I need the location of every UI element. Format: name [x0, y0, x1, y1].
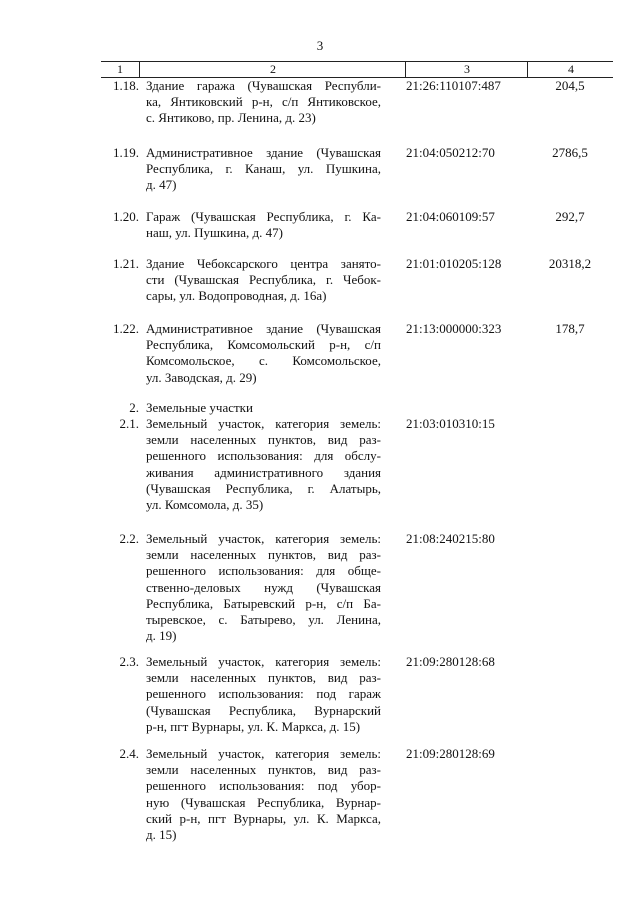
row-number: 1.22.	[113, 321, 139, 336]
header-col-3: 3	[405, 62, 528, 77]
header-col-2: 2	[139, 62, 406, 77]
description-line: решенного использования: для обще-	[146, 563, 381, 579]
description-line: Комсомольское, с. Комсомольское,	[146, 353, 381, 369]
row-description	[146, 531, 381, 644]
row-description	[146, 400, 381, 416]
row-description	[146, 321, 381, 386]
description-line: д. 15)	[146, 827, 177, 843]
area-value: 292,7	[555, 209, 585, 224]
description-line: Земельные участки	[146, 400, 253, 415]
row-number: 2.2.	[119, 531, 139, 546]
cadastral-number: 21:26:110107:487	[406, 78, 501, 93]
description-line: земли населенных пунктов, вид раз-	[146, 670, 381, 686]
description-line: Здание гаража (Чувашская Республи-	[146, 78, 381, 93]
cadastral-number: 21:09:280128:68	[406, 654, 495, 669]
description-line: решенного использования: под гараж	[146, 686, 381, 702]
row-number: 2.3.	[119, 654, 139, 669]
description-line: р-н, пгт Вурнары, ул. К. Маркса, д. 15)	[146, 718, 361, 734]
cadastral-number: 21:04:050212:70	[406, 145, 495, 160]
row-description	[146, 209, 381, 241]
description-line: земли населенных пунктов, вид раз-	[146, 432, 381, 448]
area-value: 204,5	[555, 78, 585, 93]
header-col-1: 1	[117, 62, 123, 76]
row-description	[146, 654, 381, 735]
row-number: 2.4.	[119, 746, 139, 761]
description-line: (Чувашская Республика, Вурнарский	[146, 702, 381, 718]
description-line: Республика, г. Канаш, ул. Пушкина,	[146, 161, 381, 177]
cadastral-number: 21:08:240215:80	[406, 531, 495, 546]
area-value: 2786,5	[552, 145, 588, 160]
description-line: Гараж (Чувашская Республика, г. Ка-	[146, 209, 381, 224]
description-line: д. 47)	[146, 177, 177, 193]
description-line: земли населенных пунктов, вид раз-	[146, 762, 381, 778]
row-number: 1.19.	[113, 145, 139, 160]
area-value: 178,7	[555, 321, 585, 336]
cadastral-number: 21:04:060109:57	[406, 209, 495, 224]
description-line: Административное здание (Чувашская	[146, 321, 381, 336]
description-line: Земельный участок, категория земель:	[146, 746, 381, 761]
area-value: 20318,2	[548, 256, 592, 271]
description-line: живания административного здания	[146, 464, 381, 480]
description-line: Земельный участок, категория земель:	[146, 416, 381, 431]
description-line: наш, ул. Пушкина, д. 47)	[146, 225, 283, 241]
description-line: решенного использования: под убор-	[146, 778, 381, 794]
row-number: 1.21.	[113, 256, 139, 271]
row-number: 2.	[129, 400, 139, 415]
cadastral-number: 21:13:000000:323	[406, 321, 502, 336]
description-line: ский р-н, пгт Вурнары, ул. К. Маркса,	[146, 810, 381, 826]
row-description	[146, 416, 381, 513]
cadastral-number: 21:01:010205:128	[406, 256, 502, 271]
description-line: д. 19)	[146, 628, 177, 644]
cadastral-number: 21:09:280128:69	[406, 746, 495, 761]
page-number: 3	[316, 38, 324, 53]
header-col-4: 4	[527, 62, 614, 77]
description-line: ул. Заводская, д. 29)	[146, 369, 257, 385]
description-line: Здание Чебоксарского центра занято-	[146, 256, 381, 271]
cadastral-number: 21:03:010310:15	[406, 416, 495, 431]
description-line: (Чувашская Республика, г. Алатырь,	[146, 480, 381, 496]
description-line: ул. Комсомола, д. 35)	[146, 497, 264, 513]
description-line: земли населенных пунктов, вид раз-	[146, 547, 381, 563]
description-line: Республика, Батыревский р-н, с/п Ба-	[146, 595, 381, 611]
description-line: тыревское, с. Батырево, ул. Ленина,	[146, 612, 381, 628]
description-line: Земельный участок, категория земель:	[146, 654, 381, 669]
description-line: Административное здание (Чувашская	[146, 145, 381, 160]
row-description	[146, 256, 381, 305]
description-line: решенного использования: для обслу-	[146, 448, 381, 464]
row-number: 1.20.	[113, 209, 139, 224]
description-line: Республика, Комсомольский р-н, с/п	[146, 337, 381, 353]
row-description	[146, 145, 381, 194]
description-line: ственно-деловых нужд (Чувашская	[146, 579, 381, 595]
row-number: 2.1.	[119, 416, 139, 431]
description-line: Земельный участок, категория земель:	[146, 531, 381, 546]
row-description	[146, 746, 381, 843]
description-line: с. Янтиково, пр. Ленина, д. 23)	[146, 110, 316, 126]
row-number: 1.18.	[113, 78, 139, 93]
description-line: ка, Янтиковский р-н, с/п Янтиковское,	[146, 94, 381, 110]
table-header	[101, 61, 613, 78]
row-description	[146, 78, 381, 127]
description-line: сти (Чувашская Республика, г. Чебок-	[146, 272, 381, 288]
description-line: сары, ул. Водопроводная, д. 16а)	[146, 288, 327, 304]
description-line: ную (Чувашская Республика, Вурнар-	[146, 794, 381, 810]
